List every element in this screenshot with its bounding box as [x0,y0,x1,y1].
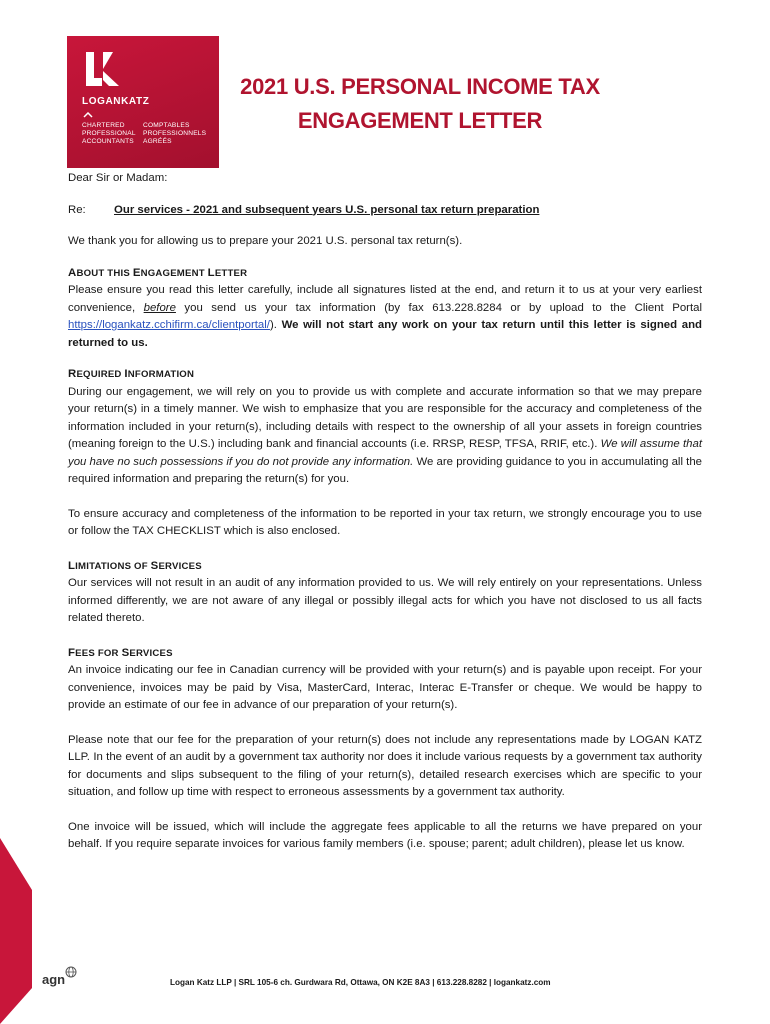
fees-paragraph-1: An invoice indicating our fee in Canadian currency will be provided with your return(s) and is payable upon receipt. For your convenience, invoices may be paid by Visa, MasterCard, Interac, Interac E-Transfer or cheque. We would be happy to provide an estimate of our fee in advance of our preparation of your return(s). [68,664,702,711]
heading-fees-for-services: FEES FOR SERVICES [68,646,173,659]
heading-required-information: REQUIRED INFORMATION [68,368,195,380]
limitations-paragraph: Our services will not result in an audit of any information provided to us. We will rely entirely on your representations. Unless informed differently, we are not aware of any illegal or possibly illegal acts for which you have not disclosed to us all facts related thereto. [68,577,702,624]
document-title [240,70,600,138]
required-italic-statement: We will assume that you have no such possessions if you do not provide any information. [68,438,703,468]
tax-checklist-paragraph: To ensure accuracy and completeness of the information to be reported in your tax return, we strongly encourage you to use or follow the TAX CHECKLIST which is also enclosed. [68,507,702,537]
about-paragraph: Please ensure you read this letter carefully, include all signatures listed at the end, and return it to us at your very earliest convenience, before you send us your tax information (by fax 613.228.8284 or by upload to the Client Portal https://logankatz.cchifirm.ca/clientportal/). We will not start any work on your tax return until this letter is signed and returned to us. [68,284,702,349]
agn-globe-icon [42,965,78,989]
about-bold-statement: We will not start any work on your tax return until this letter is signed and returned to us. [68,319,702,349]
logo-name: LOGANKATZ [82,96,150,107]
before-emphasis: before [143,301,176,314]
re-line [68,202,702,220]
agn-logo [42,965,78,989]
logo-text-english: CHARTERED PROFESSIONAL ACCOUNTANTS [82,122,136,146]
client-portal-link[interactable]: https://logankatz.cchifirm.ca/clientportal/ [68,319,270,331]
agn-logo-text: agn [42,972,66,987]
heading-about-engagement-letter: ABOUT THIS ENGAGEMENT LETTER [68,266,248,279]
fees-paragraph-3: One invoice will be issued, which will include the aggregate fees applicable to all the returns we have prepared on your behalf. If you require separate invoices for various family members (i.e. spouse; parent; adult children), please let us know. [68,820,702,850]
lk-monogram-icon [83,50,125,90]
heading-limitations-of-services: LIMITATIONS OF SERVICES [68,559,202,572]
decorative-red-wedge [0,838,32,1024]
re-label: Re: [68,203,86,216]
company-logo [67,36,219,168]
title-line-1: 2021 U.S. PERSONAL INCOME TAX [240,74,600,99]
letter-body [68,170,702,854]
footer-address: Logan Katz LLP | SRL 105-6 ch. Gurdwara Rd, Ottawa, ON K2E 8A3 | 613.228.8282 | logankatz.com [170,978,551,987]
intro-paragraph: We thank you for allowing us to prepare your 2021 U.S. personal tax return(s). [68,235,463,247]
salutation: Dear Sir or Madam: [68,172,168,184]
fees-paragraph-2: Please note that our fee for the preparation of your return(s) does not include any representations made by LOGAN KATZ LLP. In the event of an audit by a government tax authority nor does it include various requests by a government tax authority for documents and slips subsequent to the filing of your return(s), detailed research exercises which are specific to your situation, and follow up time with respect to erroneous assessments by a government tax authority. [68,733,702,798]
chevron-up-icon [83,112,93,118]
title-line-2: ENGAGEMENT LETTER [297,108,543,133]
re-subject: Our services - 2021 and subsequent years U.S. personal tax return preparation [114,203,540,216]
logo-text-french: COMPTABLES PROFESSIONNELS AGRÉÉS [143,122,207,146]
required-paragraph: During our engagement, we will rely on you to provide us with complete and accurate information so that we may prepare your return(s) in a timely manner. We wish to emphasize that you are responsible for the accuracy and completeness of the information included in your return(s), including details with respect to the ownership of all your assets in foreign countries (meaning foreign to the U.S.) including bank and financial accounts (i.e. RRSP, RESP, TFSA, RRIF, etc.). We will assume that you have no such possessions if you do not provide any information. We are providing guidance to you in accumulating all the required information and preparing the return(s) for you. [68,385,703,485]
